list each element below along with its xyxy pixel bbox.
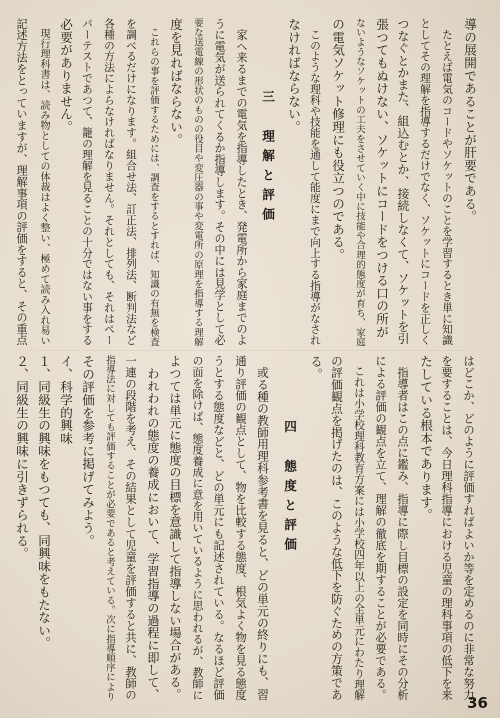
section-heading-attitude: 四 態度と評価 (282, 420, 297, 558)
text-line: これは小学校理科教育方案には小学校四年以上の全単元にわたり理解 (353, 355, 365, 701)
text-line: よつては単元に態度の目標を意識して指導しない場合がある。 (168, 355, 182, 701)
text-line: 指導法に対しても評価することが必要であると考えている。次に指導順序により (104, 355, 115, 702)
text-line: としてその理解を指導するだけでなく、ソケットにコードを正しく (419, 18, 432, 346)
text-line: の面を除けば、態度養成に意を用いているように思われるが、教師に (191, 355, 204, 701)
text-line: うに電気が送られてくるか指導します。その中には見学として必 (213, 18, 226, 346)
text-line: る。 (308, 355, 323, 381)
text-line: その評価を参考に掲げてみよう。 (80, 355, 95, 547)
text-line: 各種の方法によらなければなりません。それとしても、それはペー (103, 18, 116, 346)
text-line: 通り評価の観点として、物を比較する態度、根気よく物を見る態度 (234, 355, 248, 701)
page-number: 36 (467, 694, 488, 712)
text-line: ないようなソケットの工夫をさせていく中に技能や合理的態度が育ち、家庭 (354, 18, 365, 347)
list-item: １、同級生の興味をもつても、同興味をもたない。 (36, 355, 51, 650)
text-line: たしている根本であります。 (418, 355, 433, 522)
text-line: 必要がありません。 (58, 18, 73, 134)
list-heading: イ、科学的興味 (58, 355, 73, 445)
text-line: を調べるだけになります。組合せ法、訂正法、排列法、断判法など (125, 18, 138, 346)
text-line: を要することは、今日理科指導における児童の理科事項の低下を来 (440, 355, 454, 701)
text-line: 一連の段階を考え、その結果として児童を評価すると共に、教師の (124, 355, 138, 701)
text-line: うとする態度などと、どの単元にも記述されている。なるほど評価 (212, 355, 226, 701)
text-line: 記述方法をとっていますが、理解事項の評価をすると、その重点 (15, 18, 28, 346)
text-line: 指導者はこの点に鑑み、指導に際し目標の設定を同時にその分析 (396, 355, 410, 701)
text-line: パーテストであつて、籠の理解を見ることの十分ではない事をする (81, 18, 94, 346)
text-line: の評価観点を掲げたのは、このような低下を防ぐための方策であ (330, 355, 344, 701)
text-line: の電気ソケット修理にも役立つのである。 (330, 18, 345, 262)
text-line: 要な送電線の形状のものの役目や変圧器の事や変電所の原理を指導する理解 (192, 18, 203, 347)
text-line: による評価の観点を立て、理解の徹底を期することが必要である。 (374, 355, 388, 701)
text-line: 現行理科書は、読み物としての体裁はよく整い、極めて読み入れ易い (38, 18, 49, 346)
text-line: このような理科や技能を通して能度にまで向上する指導がなされ (309, 18, 322, 346)
text-line: 張つてもぬけない、ソケットにコードをつける口の所が (374, 18, 389, 338)
text-line: たとえば電気のコードやソケットのことを学習するとき単に知識 (441, 18, 454, 346)
list-item: ２、同級生の興味に引きずられる。 (14, 355, 29, 560)
text-line: 家へ来るまでの電気を指導したとき、発電所から家庭までのよ (235, 18, 248, 346)
text-line: 或る種の教師用理科参考書を見ると、どの単元の終りにも、習 (256, 355, 270, 701)
text-line: 導の展開であることが肝要である。 (462, 18, 477, 223)
text-line: われわれの態度の養成において、学習指導の過程に即して、 (146, 355, 160, 701)
text-line: つなぐとかまた、組込むとか、接続しなくて、ソケットを引 (396, 18, 410, 345)
text-line: なければならない。 (286, 18, 301, 134)
section-divider (36, 350, 464, 351)
section-heading-understanding: 三 理解と評価 (260, 90, 275, 228)
text-line: 度を見ればならない。 (168, 18, 183, 146)
text-line: これらの事を評価するためには、調査をするとすれば、知識の有無を検査 (148, 18, 159, 347)
text-line: はどこか、どのように評価すればよいか等を定めるのに非常な努力 (462, 355, 476, 701)
